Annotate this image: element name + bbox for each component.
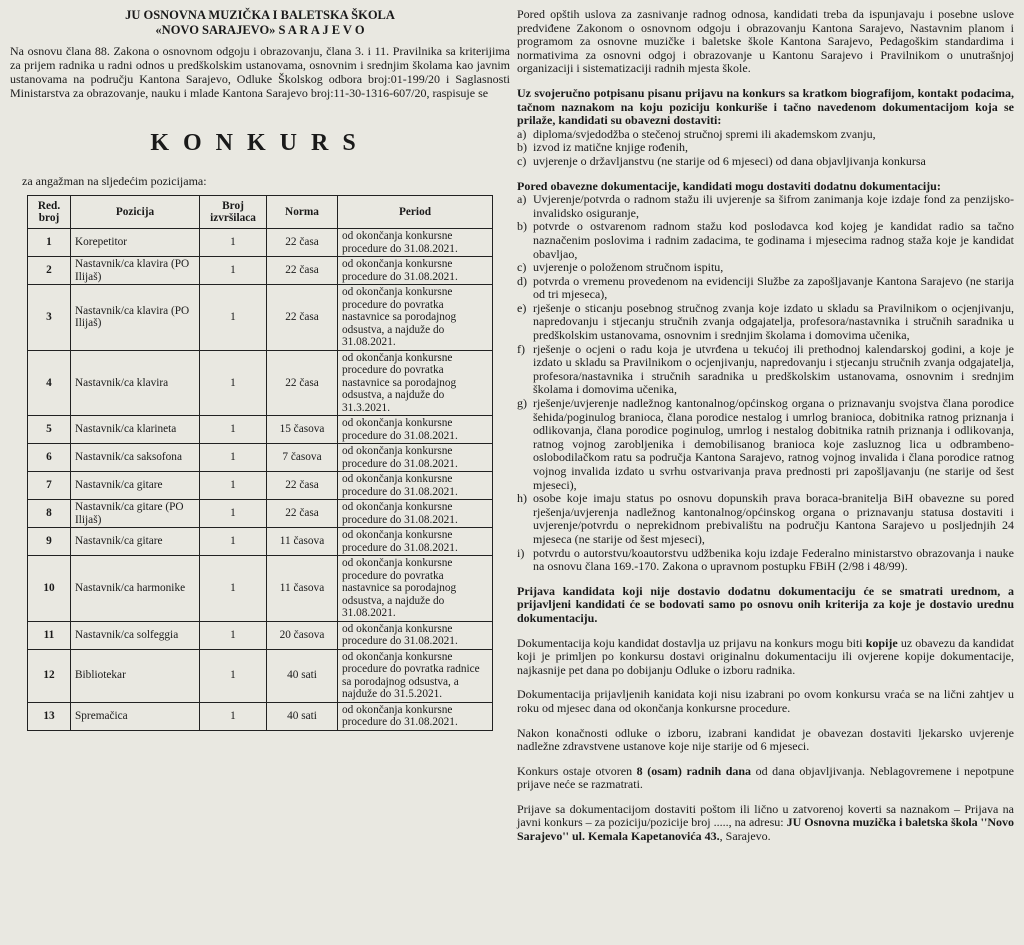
table-row xyxy=(28,621,493,649)
cell-norm: 7 časova xyxy=(267,444,338,472)
list-item-text: Uvjerenje/potvrda o radnom stažu ili uvjerenje sa šifrom zanimanja koje izdaje fond za penzijsko-invalidsko osiguranje, xyxy=(533,192,1014,220)
engagement-text: za angažman na sljedećim pozicijama: xyxy=(22,174,207,188)
mandatory-docs-intro: Uz svojeručno potpisanu pisanu prijavu na konkurs sa kratkom biografijom, kontakt podacima, tačnom naznakom na koju poziciju konkuriše i tačno navedenom dokumentacijom koja se prilaže, kandidati su obavezni dostaviti: xyxy=(517,85,1014,128)
cell-count: 1 xyxy=(200,229,267,257)
cell-period: od okončanja konkursne procedure do 31.08.2021. xyxy=(338,257,493,285)
header-period: Period xyxy=(338,196,493,229)
additional-doc-item xyxy=(517,275,1014,302)
cell-num: 8 xyxy=(28,500,71,528)
table-row xyxy=(28,472,493,500)
copies-text-before: Dokumentacija koju kandidat dostavlja uz prijavu na konkurs mogu biti xyxy=(517,635,866,650)
cell-count: 1 xyxy=(200,257,267,285)
list-item-text: uvjerenje o položenom stručnom ispitu, xyxy=(533,260,724,275)
cell-norm: 11 časova xyxy=(267,556,338,622)
list-item-text: potvrdu o autorstvu/koautorstvu udžbenika koju izdaje Federalno ministarstvo obrazovanja i nauke na osnovu člana 169.-170. Zakona o upravnom postupku FBiH (2/98 i 48/99). xyxy=(533,545,1014,574)
cell-norm: 22 časa xyxy=(267,285,338,351)
table-row xyxy=(28,257,493,285)
list-item-marker: c) xyxy=(517,260,527,275)
cell-num: 12 xyxy=(28,649,71,702)
deadline-text-before: Konkurs ostaje otvoren xyxy=(517,763,637,778)
cell-position: Nastavnik/ca gitare xyxy=(71,528,200,556)
additional-doc-item xyxy=(517,302,1014,343)
general-conditions: Pored opštih uslova za zasnivanje radnog odnosa, kandidati treba da ispunjavaju i posebne uslove predviđene Zakonom o osnovnom odgoju i obrazovanju Kantona Sarajevo, Nastavnim planom i programom za osnovne muzičke i baletske škole Kantona Sarajevo, Pedagoškim standardima i normativima za osnovni odgoj i obrazovanje u Kantonu Sarajevo i Pravilnikom o unutrašnjoj organizaciji i sistematizaciji radnih mjesta škole. xyxy=(517,7,1014,76)
cell-norm: 40 sati xyxy=(267,649,338,702)
header-num: Red. broj xyxy=(28,196,71,229)
cell-position: Bibliotekar xyxy=(71,649,200,702)
table-row xyxy=(28,350,493,416)
copies-text-after: uz obavezu da kandidat koji je primljen po konkursu dostavi originalnu dokumentaciju ili ovjerene kopije dokumentacije, najkasnije pet dana po dobijanju Odluke o izboru radnika. xyxy=(517,635,1014,677)
list-item-marker: e) xyxy=(517,300,527,315)
cell-position: Nastavnik/ca klavira (PO Ilijaš) xyxy=(71,285,200,351)
list-item-text: potvrda o vremenu provedenom na evidenciji Službe za zapošljavanje Kantona Sarajevo (ne starija od tri mjeseca), xyxy=(533,273,1014,302)
header-norm: Norma xyxy=(267,196,338,229)
submission-text-after: , Sarajevo. xyxy=(719,829,771,844)
list-item-marker: d) xyxy=(517,273,527,288)
cell-period: od okončanja konkursne procedure do povratka nastavnice sa porodajnog odsustva, a najduže do 31.3.2021. xyxy=(338,350,493,416)
list-item-text: potvrde o ostvarenom radnom stažu kod poslodavca kod kojeg je kandidat radio sa tačno naznačenim poslovima i radnim zadacima, te godinama i mjesecima radnog staža koje je kandidat obavljao, xyxy=(533,219,1014,261)
list-item-text: diploma/svjedodžba o stečenoj stručnoj spremi ili akademskom zvanju, xyxy=(533,126,876,141)
list-item-text: uvjerenje o državljanstvu (ne starije od 6 mjeseci) od dana objavljivanja konkursa xyxy=(533,153,926,168)
cell-period: od okončanja konkursne procedure do povratka nastavnice sa porodajnog odsustva, a najduže do 31.08.2021. xyxy=(338,285,493,351)
additional-docs-list xyxy=(517,193,1014,574)
cell-count: 1 xyxy=(200,444,267,472)
cell-count: 1 xyxy=(200,500,267,528)
cell-num: 7 xyxy=(28,472,71,500)
table-row xyxy=(28,444,493,472)
cell-count: 1 xyxy=(200,649,267,702)
cell-position: Nastavnik/ca harmonike xyxy=(71,556,200,622)
table-header-row xyxy=(28,196,493,229)
cell-count: 1 xyxy=(200,416,267,444)
cell-position: Korepetitor xyxy=(71,229,200,257)
table-body xyxy=(28,229,493,731)
cell-num: 9 xyxy=(28,528,71,556)
right-column xyxy=(517,8,1014,844)
cell-num: 11 xyxy=(28,621,71,649)
header-position: Pozicija xyxy=(71,196,200,229)
mandatory-docs-list xyxy=(517,128,1014,169)
additional-doc-item xyxy=(517,492,1014,546)
cell-period: od okončanja konkursne procedure do 31.08.2021. xyxy=(338,702,493,730)
cell-norm: 22 časa xyxy=(267,229,338,257)
cell-norm: 22 časa xyxy=(267,500,338,528)
additional-doc-item xyxy=(517,343,1014,397)
school-header xyxy=(10,8,510,38)
list-item-text: rješenje o sticanju posebnog stručnog zvanja koje izdato u skladu sa Pravilnikom o ocjenjivanju, napredovanju i stjecanju stručnih zvanja odgajatelja, profesora/nastavnika i stručnih saradnika u predškolskim ustanovama, osnovnim i srednjim školama i domovima učenika, xyxy=(533,300,1014,343)
cell-count: 1 xyxy=(200,350,267,416)
cell-num: 10 xyxy=(28,556,71,622)
table-row xyxy=(28,416,493,444)
cell-count: 1 xyxy=(200,528,267,556)
cell-count: 1 xyxy=(200,556,267,622)
school-location: «NOVO SARAJEVO» S A R A J E V O xyxy=(155,23,365,37)
cell-period: od okončanja konkursne procedure do 31.08.2021. xyxy=(338,500,493,528)
submission-paragraph xyxy=(517,803,1014,844)
cell-num: 3 xyxy=(28,285,71,351)
cell-norm: 11 časova xyxy=(267,528,338,556)
additional-doc-item xyxy=(517,193,1014,220)
cell-norm: 40 sati xyxy=(267,702,338,730)
cell-norm: 15 časova xyxy=(267,416,338,444)
cell-position: Spremačica xyxy=(71,702,200,730)
cell-num: 1 xyxy=(28,229,71,257)
cell-count: 1 xyxy=(200,621,267,649)
cell-period: od okončanja konkursne procedure do 31.08.2021. xyxy=(338,229,493,257)
table-row xyxy=(28,702,493,730)
cell-position: Nastavnik/ca klavira xyxy=(71,350,200,416)
intro-paragraph: Na osnovu člana 88. Zakona o osnovnom odgoju i obrazovanju, člana 3. i 11. Pravilnika sa kriterijima za prijem radnika u radni odnos u predškolskim ustanovama, osnovnim i srednjim školama kao javnim ustanovama na području Kantona Sarajevo, Odluke Školskog odbora broj:01-199/20 i Saglasnosti Ministarstva za obrazovanje, nauku i mlade Kantona Sarajevo broj:11-30-1316-607/20, raspisuje se xyxy=(10,44,510,100)
cell-position: Nastavnik/ca solfeggia xyxy=(71,621,200,649)
table-row xyxy=(28,285,493,351)
table-row xyxy=(28,500,493,528)
additional-doc-item xyxy=(517,397,1014,492)
mandatory-doc-item xyxy=(517,155,1014,169)
table-row xyxy=(28,556,493,622)
return-docs-paragraph: Dokumentacija prijavljenih kanidata koji nisu izabrani po ovom konkursu vraća se na lični zahtjev u roku od mjesec dana od okončanja konkursne procedure. xyxy=(517,687,1014,715)
list-item-marker: i) xyxy=(517,545,525,560)
list-item-marker: b) xyxy=(517,140,527,155)
list-item-marker: a) xyxy=(517,192,527,207)
cell-num: 2 xyxy=(28,257,71,285)
list-item-text: osobe koje imaju status po osnovu dopunskih prava boraca-branitelja BiH obavezne su pored rješenja/uvjerenja nadležnog kantonalnog/općinskog organa o priznavanju statusa dostaviti i uvjerenje/potvrdu o neprekidnom prebivalištu na području Kantona Sarajevo u posljednjih 24 mjeseca (ne starije od šest mjeseci), xyxy=(533,491,1014,546)
cell-period: od okončanja konkursne procedure do povratka nastavnice sa porodajnog odsustva, a najduže do 31.08.2021. xyxy=(338,556,493,622)
cell-period: od okončanja konkursne procedure do 31.08.2021. xyxy=(338,621,493,649)
deadline-emphasis: 8 (osam) radnih dana xyxy=(636,763,752,778)
cell-num: 6 xyxy=(28,444,71,472)
cell-norm: 20 časova xyxy=(267,621,338,649)
list-item-marker: b) xyxy=(517,219,527,234)
list-item-text: rješenje o ocjeni o radu koja je utvrđena u tekućoj ili prethodnoj kalendarskoj godini, a koje je izdato u skladu sa Pravilnikom o ocjenjivanju, napredovanju i stjecanju stručnih zvanja odgajatelja, profesora/nastavnika i stručnih saradnika u predškolskim ustanovama, osnovnim i srednjim školama i domovima učenika, xyxy=(533,341,1014,397)
cell-position: Nastavnik/ca saksofona xyxy=(71,444,200,472)
medical-paragraph: Nakon konačnosti odluke o izboru, izabrani kandidat je obavezan dostaviti ljekarsko uvjerenje nadležne zdravstvene ustanove koje nije starije od 6 mjeseci. xyxy=(517,725,1014,754)
cell-position: Nastavnik/ca klavira (PO Ilijaš) xyxy=(71,257,200,285)
cell-norm: 22 časa xyxy=(267,350,338,416)
cell-period: od okončanja konkursne procedure do 31.08.2021. xyxy=(338,528,493,556)
list-item-text: izvod iz matične knjige rođenih, xyxy=(533,140,688,155)
left-column xyxy=(10,8,510,731)
incomplete-note: Prijava kandidata koji nije dostavio dodatnu dokumentaciju će se smatrati urednom, a prijavljeni kandidati će se bodovati samo po osnovu onih kriterija za koje je dostavio urednu dokumentaciju. xyxy=(517,583,1014,625)
table-row xyxy=(28,528,493,556)
deadline-paragraph xyxy=(517,765,1014,792)
copies-emphasis: kopije xyxy=(865,635,898,650)
mandatory-doc-item xyxy=(517,128,1014,142)
page-title: KONKURS xyxy=(150,130,370,156)
cell-period: od okončanja konkursne procedure do povratka radnice sa porodajnog odsustva, a najduže do 31.5.2021. xyxy=(338,649,493,702)
table-row xyxy=(28,649,493,702)
copies-paragraph xyxy=(517,637,1014,678)
cell-position: Nastavnik/ca klarineta xyxy=(71,416,200,444)
header-count: Broj izvršilaca xyxy=(200,196,267,229)
cell-num: 13 xyxy=(28,702,71,730)
cell-period: od okončanja konkursne procedure do 31.08.2021. xyxy=(338,416,493,444)
cell-num: 5 xyxy=(28,416,71,444)
cell-count: 1 xyxy=(200,472,267,500)
cell-num: 4 xyxy=(28,350,71,416)
additional-doc-item xyxy=(517,220,1014,261)
cell-norm: 22 časa xyxy=(267,257,338,285)
table-row xyxy=(28,229,493,257)
list-item-marker: h) xyxy=(517,491,527,506)
cell-norm: 22 časa xyxy=(267,472,338,500)
additional-doc-item xyxy=(517,261,1014,275)
cell-position: Nastavnik/ca gitare (PO Ilijaš) xyxy=(71,500,200,528)
list-item-text: rješenje/uvjerenje nadležnog kantonalnog/općinskog organa o priznavanju svojstva člana porodice šehida/poginulog branioca, člana porodice nestalog i umrlog branioca, dobitnika ratnog priznanja i odlikovanja, člana porodice poginulog, umrlog i nestalog dobitnika ratnih priznanja i odlikovanja, ratnog vojnog zarobljenika i demobilisanog branioca koje zasluznog lica u odbrambeno-oslobodilačkom ratu sa područja Kantona Sarajevo, ratnog vojnog invalida i člana porodice ratnog vojnog invalida izdato u svrhu ostvarivanja prava prednosti pri zapošljavanju (ne starije od šest mjeseci), xyxy=(533,396,1014,492)
cell-count: 1 xyxy=(200,702,267,730)
mandatory-doc-item xyxy=(517,141,1014,155)
list-item-marker: c) xyxy=(517,153,527,168)
cell-position: Nastavnik/ca gitare xyxy=(71,472,200,500)
cell-period: od okončanja konkursne procedure do 31.08.2021. xyxy=(338,444,493,472)
school-name: JU OSNOVNA MUZIČKA I BALETSKA ŠKOLA xyxy=(125,8,395,22)
additional-docs-intro: Pored obavezne dokumentacije, kandidati mogu dostaviti dodatnu dokumentaciju: xyxy=(517,178,941,193)
submission-text-before: Prijave sa dokumentacijom dostaviti poštom ili lično u zatvorenoj koverti sa naznakom – Prijava na javni konkurs – za poziciju/pozicije broj ....., na adresu: xyxy=(517,801,1014,830)
list-item-marker: f) xyxy=(517,341,525,356)
list-item-marker: g) xyxy=(517,396,527,411)
list-item-marker: a) xyxy=(517,126,527,141)
cell-count: 1 xyxy=(200,285,267,351)
additional-doc-item xyxy=(517,547,1014,574)
deadline-text-after: od dana objavljivanja. Neblagovremene i nepotpune prijave neće se razmatrati. xyxy=(517,763,1014,792)
submission-address: JU Osnovna muzička i baletska škola ''Novo Sarajevo'' ul. Kemala Kapetanovića 43. xyxy=(517,815,1014,844)
cell-period: od okončanja konkursne procedure do 31.08.2021. xyxy=(338,472,493,500)
positions-table xyxy=(27,195,493,731)
